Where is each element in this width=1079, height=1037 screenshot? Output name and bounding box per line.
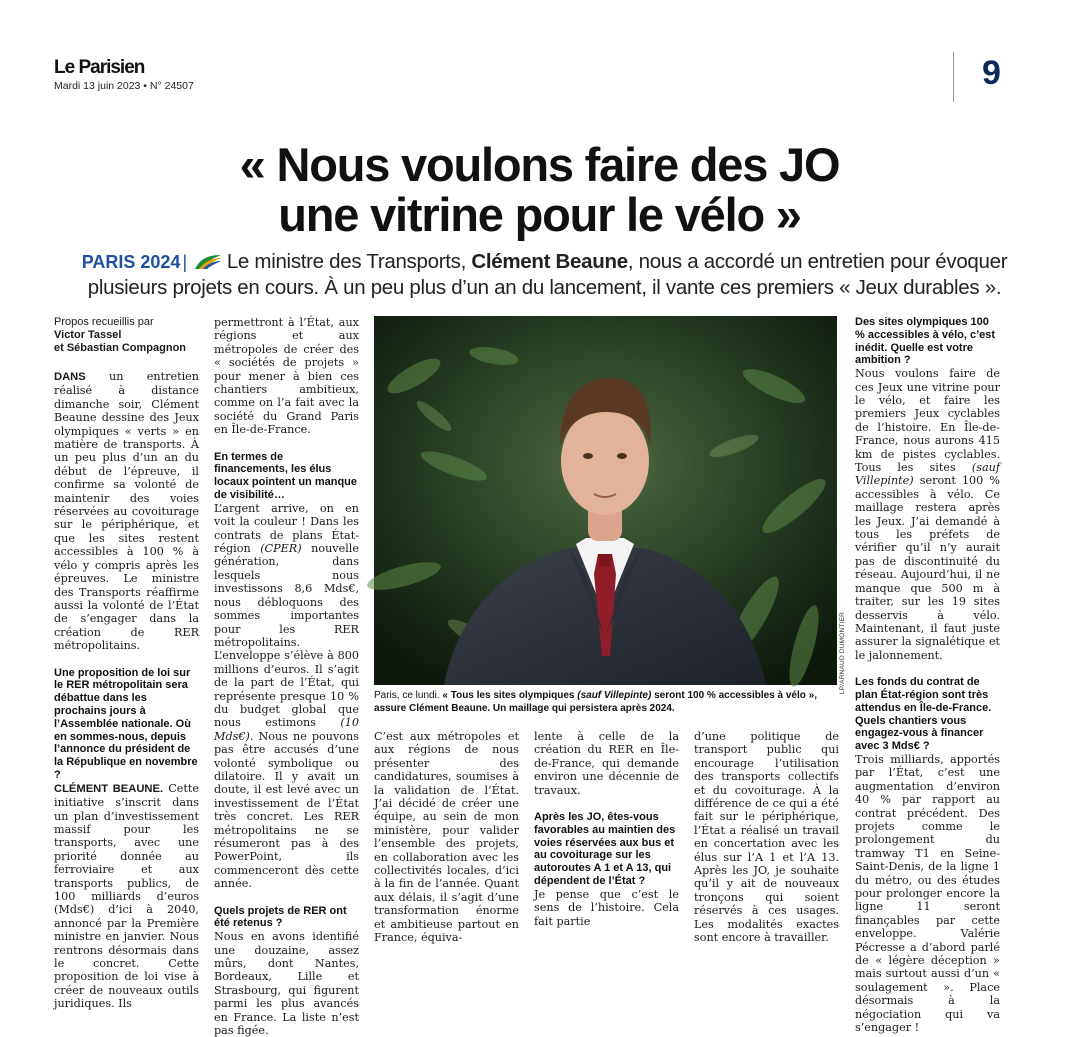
article-column-3 (374, 730, 519, 945)
answer-2-text-b: nouvelle génération, dans lesquels nous investissons 8,6 Mds€, nous débloquons des sommes importantes pour les RER métropolitains. L’enveloppe s’élève à 800 millions d’euros. Il s’agit de la part de l’État, qui représente presque 10 % du budget global que nous estimons (214, 542, 359, 730)
section-tag: PARIS 2024 (81, 252, 181, 272)
article-column-5 (694, 730, 839, 945)
headline (0, 140, 1079, 240)
paragraph: C’est aux métropoles et aux régions de nous présenter des candidatures, soumises à la validation de l’État. J’ai décidé de créer une équipe, au sein de mon ministère, pour valider l’ensemble des projets, en collaboration avec les collectivités locales, d’ici à la fin de l’année. Quant aux délais, il s’agit d’une transformation énorme et ambitieuse partout en France, équiva- (374, 730, 519, 945)
lead-text: un entretien réalisé à distance dimanche soir, Clément Beaune dessine des Jeux olympiques « verts » en matière de transports. À un peu plus d’un an du début de l’épreuve, il confirme sa volonté de maintenir des voies réservées au covoiturage sur le périphérique, et que les sites restent accessibles à 100 % à vélo y compris après les épreuves. Le ministre des Transports réaffirme aussi la volonté de l’État de s’engager dans la création de RER métropolitains. (54, 370, 199, 653)
answer-2-italic-1: (CPER) (260, 542, 302, 556)
answer-1-text: Cette initiative s’inscrit dans un plan d’investissement massif pour les transports, avec une priorité donnée au ferroviaire et aux transports publics, de 100 milliards d’euros (Mds€) d’ici à 2040, annoncé par la Première ministre en janvier. Nous rentrons désormais dans le concret. Cette proposition de loi vise à créer de nouveaux outils juridiques. Ils (54, 781, 199, 1011)
answer-6: Trois milliards, apportés par l’État, c’est une augmentation d’environ 40 % par rapport au contrat précédent. Des projets comme le prolongement du tramway T1 en Seine-Saint-Denis, de la ligne 1 du métro, ou des études pour prolonger encore la ligne 11 seront finançables par cette enveloppe. Valérie Pécresse a d’abord parlé de « légère déception » mais surtout aussi d’un « soulagement ». Place désormais à la négociation qui va s’engager ! (855, 752, 1000, 1035)
byline-author-2: et Sébastian Compagnon (54, 342, 187, 354)
question-4: Après les JO, êtes-vous favorables au maintien des voies réservées aux bus et au covoiturage sur les autoroutes A 1 et A 13, qui dépendent de l’État ? (534, 811, 676, 888)
byline-author-1: Victor Tassel (54, 329, 122, 341)
question-5: Des sites olympiques 100 % accessibles à vélo, c’est inédit. Quelle est votre ambition ? (855, 316, 996, 367)
article-column-1 (54, 316, 199, 1011)
caption-quote-a: « Tous les sites olympiques (442, 690, 578, 701)
masthead (54, 58, 194, 92)
answer-5 (855, 367, 1000, 662)
answer-1 (54, 782, 199, 1011)
article-column-4 (534, 730, 679, 928)
answer-5-text-b: seront 100 % accessibles à vélo. Ce maillage restera après les Jeux. J’ai demandé à tous les préfets de vérifier qu’il n’y aurait pas de discontinuité du réseau. Aujourd’hui, il ne manque que 500 m à traiter, sur les 19 sites desservis à vélo. Maintenant, il faut juste assurer la signalétique et le jalonnement. (855, 474, 1000, 662)
standfirst-text-post: , nous a accordé un entretien pour évoquer plusieurs projets en cours. À un peu plus d’un an du lancement, il vante ces premiers « Jeux durables ». (87, 250, 1008, 299)
paris-2024-flame-icon (193, 253, 223, 276)
caption-quote-b: seront 100 % accessibles à vélo », assure Clément Beaune. Un maillage qui persistera après 2024. (374, 690, 817, 714)
answer-2 (214, 502, 359, 891)
lead-drop-word: DANS (54, 371, 86, 383)
caption-intro: Paris, ce lundi. (374, 690, 443, 701)
question-6: Les fonds du contrat de plan État-région sont très attendus en Île-de-France. Quels chantiers vous engagez-vous à financer avec 3 Mds€ ? (855, 676, 992, 753)
page-divider (953, 52, 954, 102)
interviewee-name: CLÉMENT BEAUNE. (54, 782, 164, 795)
question-2: En termes de financements, les élus locaux pointent un manque de visibilité… (214, 450, 358, 502)
headline-line-1: « Nous voulons faire des JO (239, 138, 840, 191)
photo-caption (374, 690, 837, 715)
standfirst-minister-name: Clément Beaune (471, 250, 628, 273)
answer-5-italic: (sauf Villepinte) (855, 461, 1000, 488)
answer-2-italic-2: (10 Mds€) (214, 716, 359, 743)
answer-2-text-c: . Nous ne pouvons pas être accusés d’une volonté symbolique ou dilatoire. Il y avait un doute, il est levé avec un investissement de l’État très concret. Les RER métropolitains ne se résumeront pas à des PowerPoint, ils commenceront dès cette année. (214, 729, 359, 891)
article-column-6 (855, 316, 1000, 1034)
photo-credit: LP/ARNAUD DUMONTIER (839, 612, 846, 695)
newspaper-logo: Le Parisien (54, 57, 145, 78)
byline (54, 316, 199, 355)
lead-paragraph (54, 370, 199, 653)
answer-5-text-a: Nous voulons faire de ces Jeux une vitrine pour le vélo, et faire les premiers Jeux cyclables de l’histoire. En Île-de-France, nous aurons 415 km de pistes cyclables. Tous les sites (855, 367, 1000, 475)
standfirst-text-pre: Le ministre des Transports, (226, 250, 472, 273)
answer-2-text-a: L’argent arrive, on en voit la couleur ! Dans les contrats de plans État-région (214, 501, 359, 556)
section-separator: | (182, 252, 187, 272)
dateline: Mardi 13 juin 2023 • N° 24507 (54, 80, 194, 92)
page-number: 9 (982, 54, 1001, 92)
paragraph: permettront à l’État, aux régions et aux métropoles de créer des « sociétés de projets » pour mener à bien ces chantiers ambitieux, comme on l’a fait avec la société du Grand Paris en Île-de-France. (214, 316, 359, 437)
caption-quote-italic: (sauf Villepinte) (577, 690, 652, 701)
answer-4: Je pense que c’est le sens de l’histoire. Cela fait partie (534, 887, 679, 928)
paragraph: lente à celle de la création du RER en Île-de-France, qui demande environ une décennie de travaux. (534, 730, 679, 797)
answer-3: Nous en avons identifié une douzaine, assez mûrs, dont Nantes, Bordeaux, Lille et Strasbourg, qui figurent parmi les plus avancés en France. La liste n’est pas figée. (214, 930, 359, 1037)
article-column-2 (214, 316, 359, 1037)
question-3: Quels projets de RER ont été retenus ? (214, 904, 347, 930)
headline-line-2: une vitrine pour le vélo » (278, 188, 801, 241)
paragraph: d’une politique de transport public qui encourage l’utilisation des transports collectifs et du covoiturage. À la différence de ce qui a été fait sur le périphérique, l’État a réalisé un travail en concertation avec les élus sur l’A 1 et l’A 13. Après les JO, je souhaite qu’il y ait de nouveaux tronçons qui soient réservés à ces usages. Les modalités exactes sont encore à travailler. (694, 730, 839, 945)
portrait-photo (374, 316, 837, 685)
byline-label: Propos recueillis par (54, 316, 154, 328)
standfirst (52, 250, 1037, 299)
question-1: Une proposition de loi sur le RER métropolitain sera débattue dans les prochains jours à l’Assemblée nationale. Où en sommes-nous, depuis l’annonce du président de la République en novembre ? (54, 666, 198, 781)
